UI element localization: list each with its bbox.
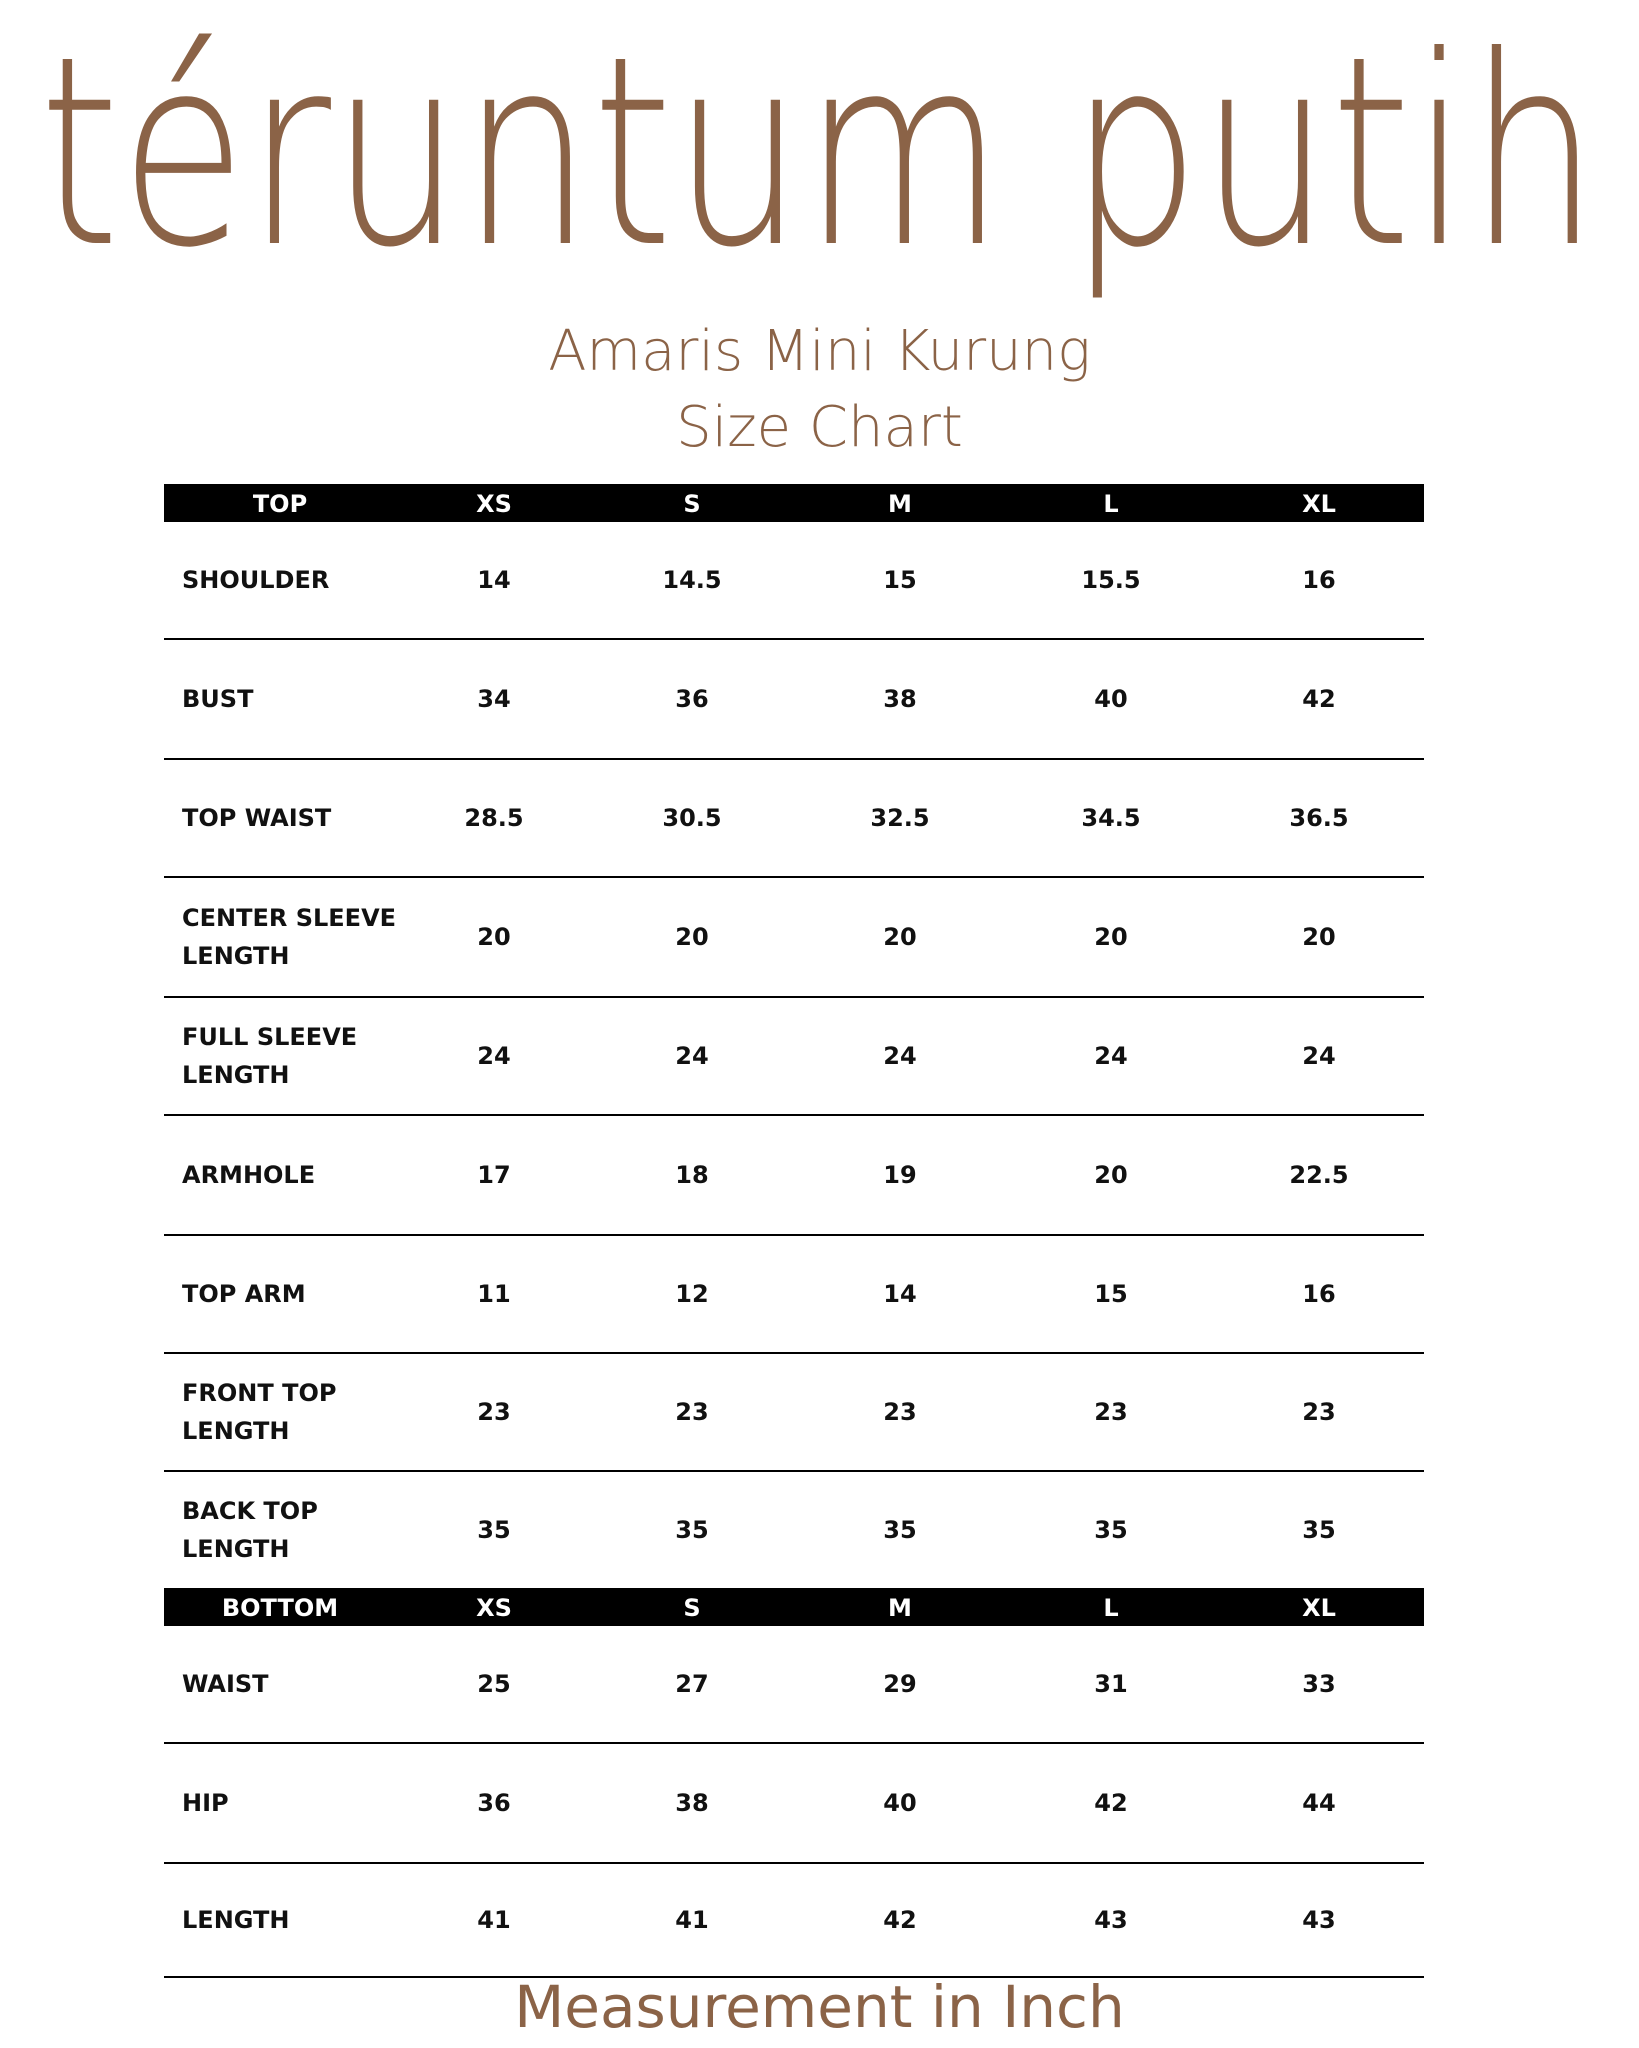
measurement-value: 33 [1302,1670,1336,1698]
measurement-value: 36 [675,685,709,713]
measurement-value: 23 [675,1398,709,1426]
measurement-label: FRONT TOP LENGTH [182,1379,337,1445]
table-row [164,998,1424,1116]
measurement-value: 40 [883,1789,917,1817]
measurement-label: CENTER SLEEVE LENGTH [182,904,397,970]
measurement-label: TOP ARM [182,1280,306,1308]
measurement-label: WAIST [182,1670,269,1698]
measurement-label: LENGTH [182,1906,290,1934]
measurement-value: 35 [477,1516,511,1544]
measurement-value: 35 [1302,1516,1336,1544]
measurement-value: 20 [1094,923,1128,951]
measurement-value: 12 [675,1280,709,1308]
measurement-value: 27 [675,1670,709,1698]
measurement-value: 23 [477,1398,511,1426]
measurement-value: 42 [883,1906,917,1934]
measurement-label: BACK TOP LENGTH [182,1497,318,1563]
measurement-value: 43 [1094,1906,1128,1934]
measurement-value: 24 [1094,1042,1128,1070]
measurement-value: 36.5 [1289,804,1349,832]
measurement-value: 23 [1094,1398,1128,1426]
top_section-section-label: TOP [252,490,308,518]
table-row [164,1236,1424,1354]
measurement-value: 36 [477,1789,511,1817]
measurement-value: 20 [675,923,709,951]
measurement-value: 34 [477,685,511,713]
measurement-value: 23 [883,1398,917,1426]
measurement-value: 15.5 [1081,566,1141,594]
size-column-header: M [888,1594,912,1622]
measurement-value: 23 [1302,1398,1336,1426]
measurement-value: 17 [477,1161,511,1189]
size-chart-table [164,484,1424,1978]
measurement-value: 19 [883,1161,917,1189]
size-column-header: L [1103,490,1119,518]
measurement-value: 41 [477,1906,511,1934]
measurement-value: 40 [1094,685,1128,713]
measurement-value: 38 [883,685,917,713]
product-title: Amaris Mini Kurung [548,319,1091,384]
measurement-value: 24 [477,1042,511,1070]
table-row [164,1354,1424,1472]
measurement-value: 35 [883,1516,917,1544]
measurement-value: 18 [675,1161,709,1189]
table-row [164,760,1424,878]
measurement-value: 15 [1094,1280,1128,1308]
measurement-value: 38 [675,1789,709,1817]
brand-wordmark [0,0,1639,310]
brand-logo [0,0,1639,310]
measurement-value: 28.5 [464,804,524,832]
measurement-label: TOP WAIST [182,804,332,832]
measurement-value: 20 [1302,923,1336,951]
bottom_section-section-label: BOTTOM [221,1594,339,1622]
measurement-value: 35 [1094,1516,1128,1544]
measurement-value: 30.5 [662,804,722,832]
measurement-label: HIP [182,1789,229,1817]
measurement-value: 42 [1302,685,1336,713]
measurement-value: 32.5 [870,804,930,832]
brand-name: téruntum putih [39,0,1599,305]
measurement-value: 35 [675,1516,709,1544]
size-column-header: S [683,490,701,518]
size-column-header: M [888,490,912,518]
measurement-value: 24 [883,1042,917,1070]
measurement-label: ARMHOLE [182,1161,316,1189]
measurement-value: 15 [883,566,917,594]
table-row [164,640,1424,760]
size-column-header: XS [476,1594,512,1622]
table-row [164,878,1424,998]
measurement-value: 44 [1302,1789,1336,1817]
measurement-value: 43 [1302,1906,1336,1934]
measurement-value: 14 [477,566,511,594]
size-column-header: L [1103,1594,1119,1622]
table-row [164,1744,1424,1864]
measurement-value: 22.5 [1289,1161,1349,1189]
top_section-header-row [164,484,1424,522]
measurement-label: BUST [182,685,254,713]
measurement-label: SHOULDER [182,566,330,594]
measurement-value: 24 [1302,1042,1336,1070]
table-row [164,1864,1424,1978]
measurement-value: 14 [883,1280,917,1308]
table-row [164,1116,1424,1236]
measurement-value: 25 [477,1670,511,1698]
size-column-header: XL [1302,1594,1336,1622]
bottom_section-header-row [164,1588,1424,1626]
measurement-value: 29 [883,1670,917,1698]
size-column-header: XL [1302,490,1336,518]
measurement-value: 14.5 [662,566,722,594]
measurement-value: 41 [675,1906,709,1934]
table-row [164,1626,1424,1744]
size-column-header: XS [476,490,512,518]
measurement-value: 20 [883,923,917,951]
chart-title: Size Chart [676,395,963,460]
measurement-value: 16 [1302,1280,1336,1308]
measurement-value: 11 [477,1280,511,1308]
measurement-unit-note: Measurement in Inch [514,1973,1125,2041]
measurement-value: 42 [1094,1789,1128,1817]
table-row [164,1472,1424,1588]
table-row [164,522,1424,640]
measurement-value: 20 [477,923,511,951]
measurement-value: 31 [1094,1670,1128,1698]
measurement-value: 24 [675,1042,709,1070]
measurement-label: FULL SLEEVE LENGTH [182,1023,358,1089]
measurement-value: 16 [1302,566,1336,594]
size-column-header: S [683,1594,701,1622]
measurement-value: 34.5 [1081,804,1141,832]
measurement-value: 20 [1094,1161,1128,1189]
